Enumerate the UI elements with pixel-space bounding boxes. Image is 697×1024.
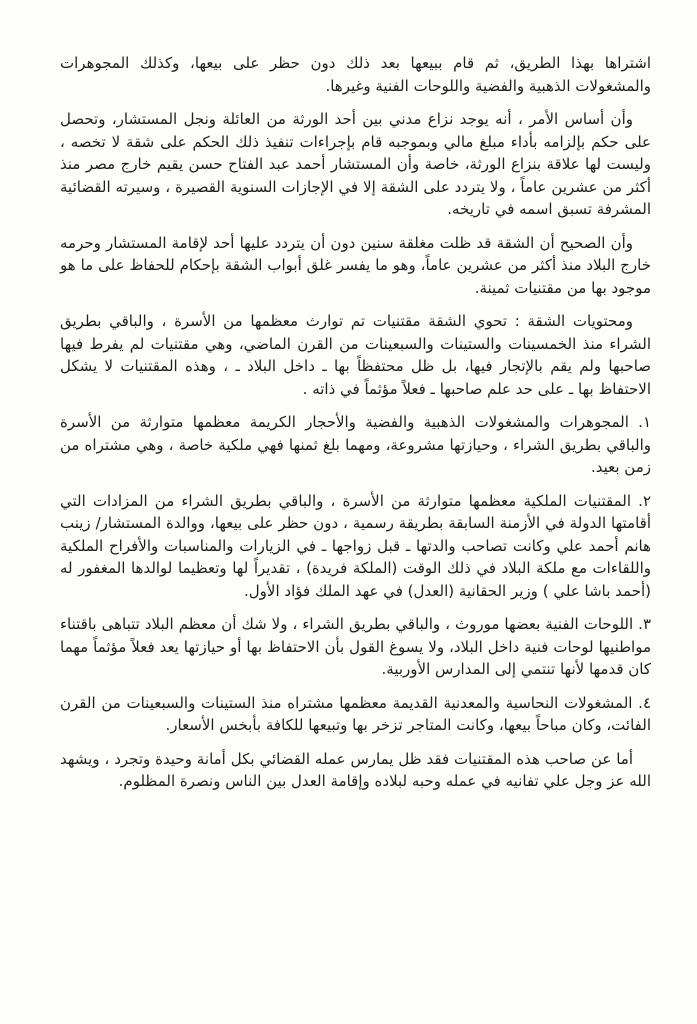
paragraph-apartment-closed: وأن الصحيح أن الشقة قد ظلت مغلقة سنين دون أن يتردد عليها أحد لإقامة المستشار وحرمه خارج البلاد منذ أكثر من عشرين عاماً، وهو ما يفسر غلق أبواب الشقة بإحكام للحفاظ على ما هو موجود بها من مقتنيات ثمينة. [60,233,651,297]
paragraph-apartment-contents: ومحتويات الشقة : تحوي الشقة مقتنيات تم توارث معظمها من الأسرة ، والباقي بطريق الشراء منذ الخمسينات والستينات والسبعينات من القرن الماضي، وهي مقتنيات لم يفرط فيها صاحبها ولم يقم بالإتجار فيها، بل ظل محتفظاً بها ـ داخل البلاد ـ ، وهذه المقتنيات لا يشكل الاحتفاظ بها ـ على حد علم صاحبها ـ فعلاً مؤثماً في ذاته . [60,312,651,398]
list-item-jewelry: ١. المجوهرات والمشغولات الذهبية والفضية والأحجار الكريمة معظمها متوارثة من الأسرة والباقي بطريق الشراء ، وحيازتها مشروعة، ومهما بلغ ثمنها فهي ملكية خاصة ، وهي مشتراه من زمن بعيد. [60,413,651,476]
paragraph-case-basis: وأن أساس الأمر ، أنه يوجد نزاع مدني بين أحد الورثة من العائلة ونجل المستشار، وتحصل على حكم بإلزامه بأداء مبلغ مالي وبموجبه قام بإجراءات تنفيذ ذلك الحكم على شقة لا تخصه ، وليست لها علاقة بنزاع الورثة، خاصة وأن المستشار أحمد عبد الفتاح حسن يقيم خارج مصر منذ أكثر من عشرين عاماً ، ولا يتردد على الشقة إلا في الإجازات السنوية القصيرة ، وسيرته القضائية المشرفة تسبق اسمه في تاريخه. [60,110,651,218]
document-body [60,52,651,793]
list-item-metalwork: ٤. المشغولات النحاسية والمعدنية القديمة معظمها مشتراه منذ الستينات والسبعينات من القرن الفائت، وكان مباحاً بيعها، وكانت المتاجر تزخر بها وتبيعها للكافة بأبخس الأسعار. [60,693,651,734]
list-item-royal-collectibles: ٢. المقتنيات الملكية معظمها متوارثة من الأسرة ، والباقي بطريق الشراء من المزادات التي أقامتها الدولة في الأزمنة السابقة بطريقة رسمية ، دون حظر على بيعها، ووالدة المستشار/ زينب هانم أحمد علي وكانت تصاحب والدتها ـ قبل زواجها ـ في الزيارات والمناسبات والأفراح الملكية واللقاءات مع ملكة البلاد في ذلك الوقت (الملكة فريدة) ، تقديراً لها وتعظيما لوالدها المغفور له (أحمد باشا علي ) وزير الحقانية (العدل) في عهد الملك فؤاد الأول. [60,491,651,600]
list-item-paintings: ٣. اللوحات الفنية بعضها موروث ، والباقي بطريق الشراء ، ولا شك أن معظم البلاد تتباهى باقتناء مواطنيها لوحات فنية داخل البلاد، ولا يسوغ القول بأن الاحتفاظ بها أو حيازتها يعد فعلاً مؤثماً مهما كان قدمها لأنها تنتمي إلى المدارس الأوربية. [60,615,651,678]
paragraph-intro-continuation: اشتراها بهذا الطريق، ثم قام ببيعها بعد ذلك دون حظر على بيعها، وكذلك المجوهرات والمشغولات الذهبية والفضية واللوحات الفنية وغيرها. [60,54,651,95]
paragraph-owner-character: أما عن صاحب هذه المقتنيات فقد ظل يمارس عمله القضائي بكل أمانة وحيدة وتجرد ، ويشهد الله عز وجل علي تفانيه في عمله وحبه لبلاده وإقامة العدل بين الناس ونصرة المظلوم. [60,749,651,790]
